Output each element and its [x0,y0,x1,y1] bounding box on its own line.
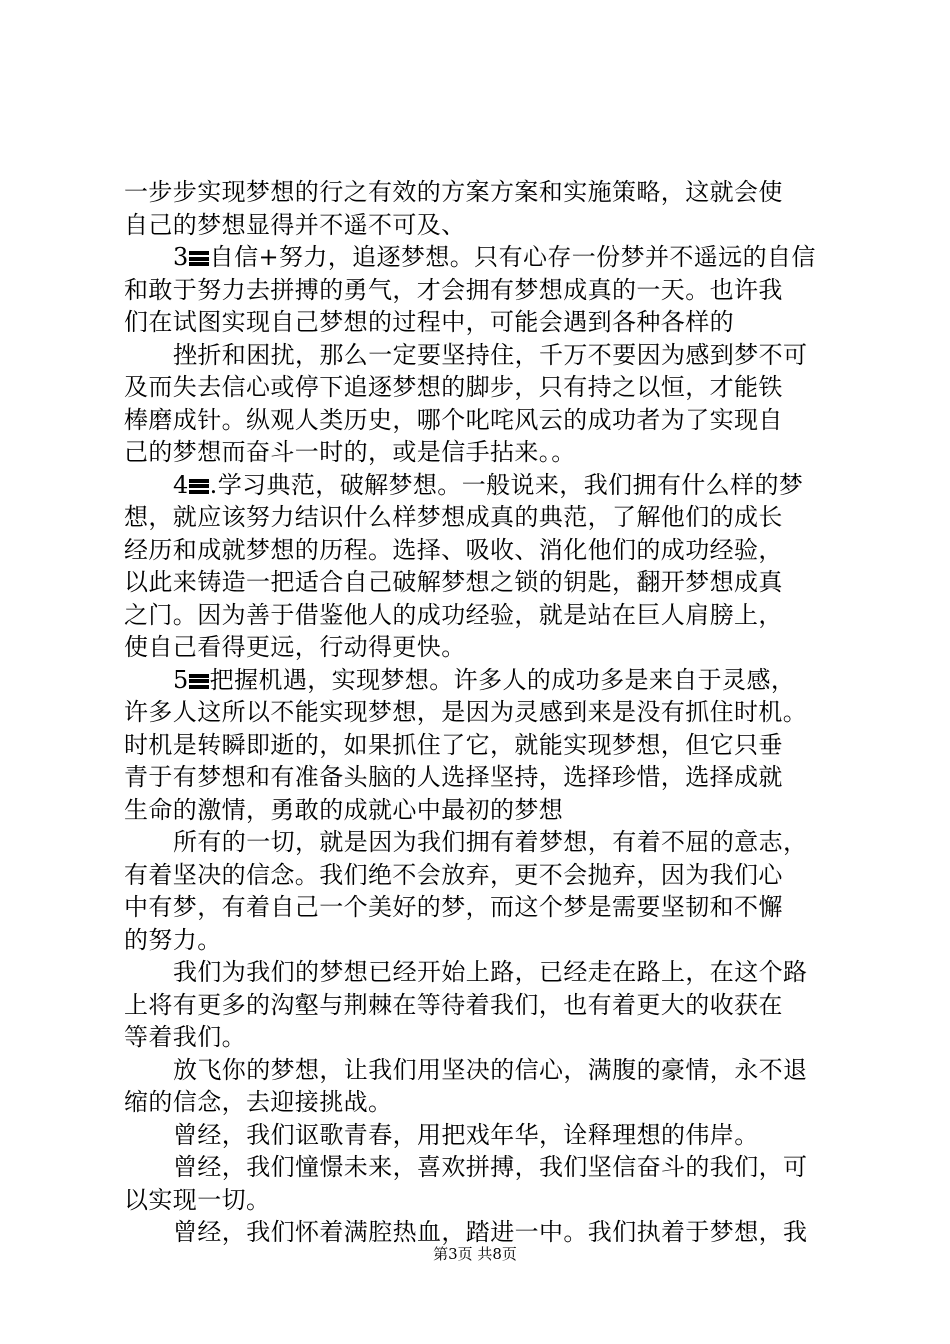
list-marker-icon [189,251,209,266]
list-marker-icon [189,479,209,494]
text-line: 等着我们。 [124,1023,246,1051]
text-line: 棒磨成针。纵观人类历史，哪个叱咤风云的成功者为了实现自 [124,405,783,434]
text-line: 使自己看得更远，行动得更快。 [124,633,466,661]
text-line: 生命的激情，勇敢的成就心中最初的梦想 [124,795,564,824]
text-line: 上将有更多的沟壑与荆棘在等待着我们，也有着更大的收获在 [124,990,783,1019]
text-line: 有着坚决的信念。我们绝不会放弃，更不会抛弃，因为我们心 [124,860,783,889]
text-line: 和敢于努力去拼搏的勇气，才会拥有梦想成真的一天。也许我 [124,275,783,304]
text-line: 之门。因为善于借鉴他人的成功经验，就是站在巨人肩膀上， [124,600,783,629]
text-line: 许多人这所以不能实现梦想，是因为灵感到来是没有抓住时机。 [124,698,808,726]
list-item-4 [124,469,848,502]
text-line: 自信+努力，追逐梦想。只有心存一份梦并不遥远的自信 [209,243,816,271]
list-item-3 [124,241,848,274]
text-line: 放飞你的梦想，让我们用坚决的信心，满腹的豪情，永不退 [173,1055,808,1084]
text-line: 及而失去信心或停下追逐梦想的脚步，只有持之以恒，才能铁 [124,373,783,401]
list-item-5 [124,664,848,697]
text-line: 己的梦想而奋斗一时的，或是信手拈来。。 [124,438,576,466]
text-line: 自己的梦想显得并不遥不可及、 [124,210,466,239]
text-line: 我们为我们的梦想已经开始上路，已经走在路上，在这个路 [173,958,808,986]
list-marker-icon [189,674,209,689]
text-line: 以此来铸造一把适合自己破解梦想之锁的钥匙，翻开梦想成真 [124,568,783,596]
text-line: 经历和成就梦想的历程。选择、吸收、消化他们的成功经验， [124,535,783,564]
text-line: 的努力。 [124,925,222,954]
text-line: 青于有梦想和有准备头脑的人选择坚持，选择珍惜，选择成就 [124,763,783,791]
text-line: 所有的一切，就是因为我们拥有着梦想，有着不屈的意志， [173,828,808,856]
item-number: 5 [173,665,189,694]
text-line: 们在试图实现自己梦想的过程中，可能会遇到各种各样的 [124,308,734,336]
text-line: 曾经，我们憧憬未来，喜欢拼搏，我们坚信奋斗的我们，可 [173,1153,808,1181]
text-line: 曾经，我们怀着满腔热血，踏进一中。我们执着于梦想，我 [173,1218,808,1246]
text-line: 以实现一切。 [124,1185,271,1214]
text-line: 把握机遇，实现梦想。许多人的成功多是来自于灵感， [209,665,796,694]
page-number-footer: 第3页 共8页 [433,1245,517,1263]
text-line: 想，就应该努力结识什么样梦想成真的典范，了解他们的成长 [124,503,783,531]
text-line: 曾经，我们讴歌青春，用把戏年华，诠释理想的伟岸。 [173,1120,759,1149]
text-line: 中有梦，有着自己一个美好的梦，而这个梦是需要坚韧和不懈 [124,893,783,921]
text-line: 挫折和困扰，那么一定要坚持住，千万不要因为感到梦不可 [173,340,808,369]
text-line: .学习典范，破解梦想。一般说来，我们拥有什么样的梦 [209,470,804,499]
item-number: 3 [173,243,189,271]
item-number: 4 [173,470,189,499]
text-line: 一步步实现梦想的行之有效的方案方案和实施策略，这就会使 [124,178,783,206]
text-line: 时机是转瞬即逝的，如果抓住了它，就能实现梦想，但它只垂 [124,730,783,759]
text-line: 缩的信念，去迎接挑战。 [124,1088,393,1116]
document-body [124,176,848,1249]
